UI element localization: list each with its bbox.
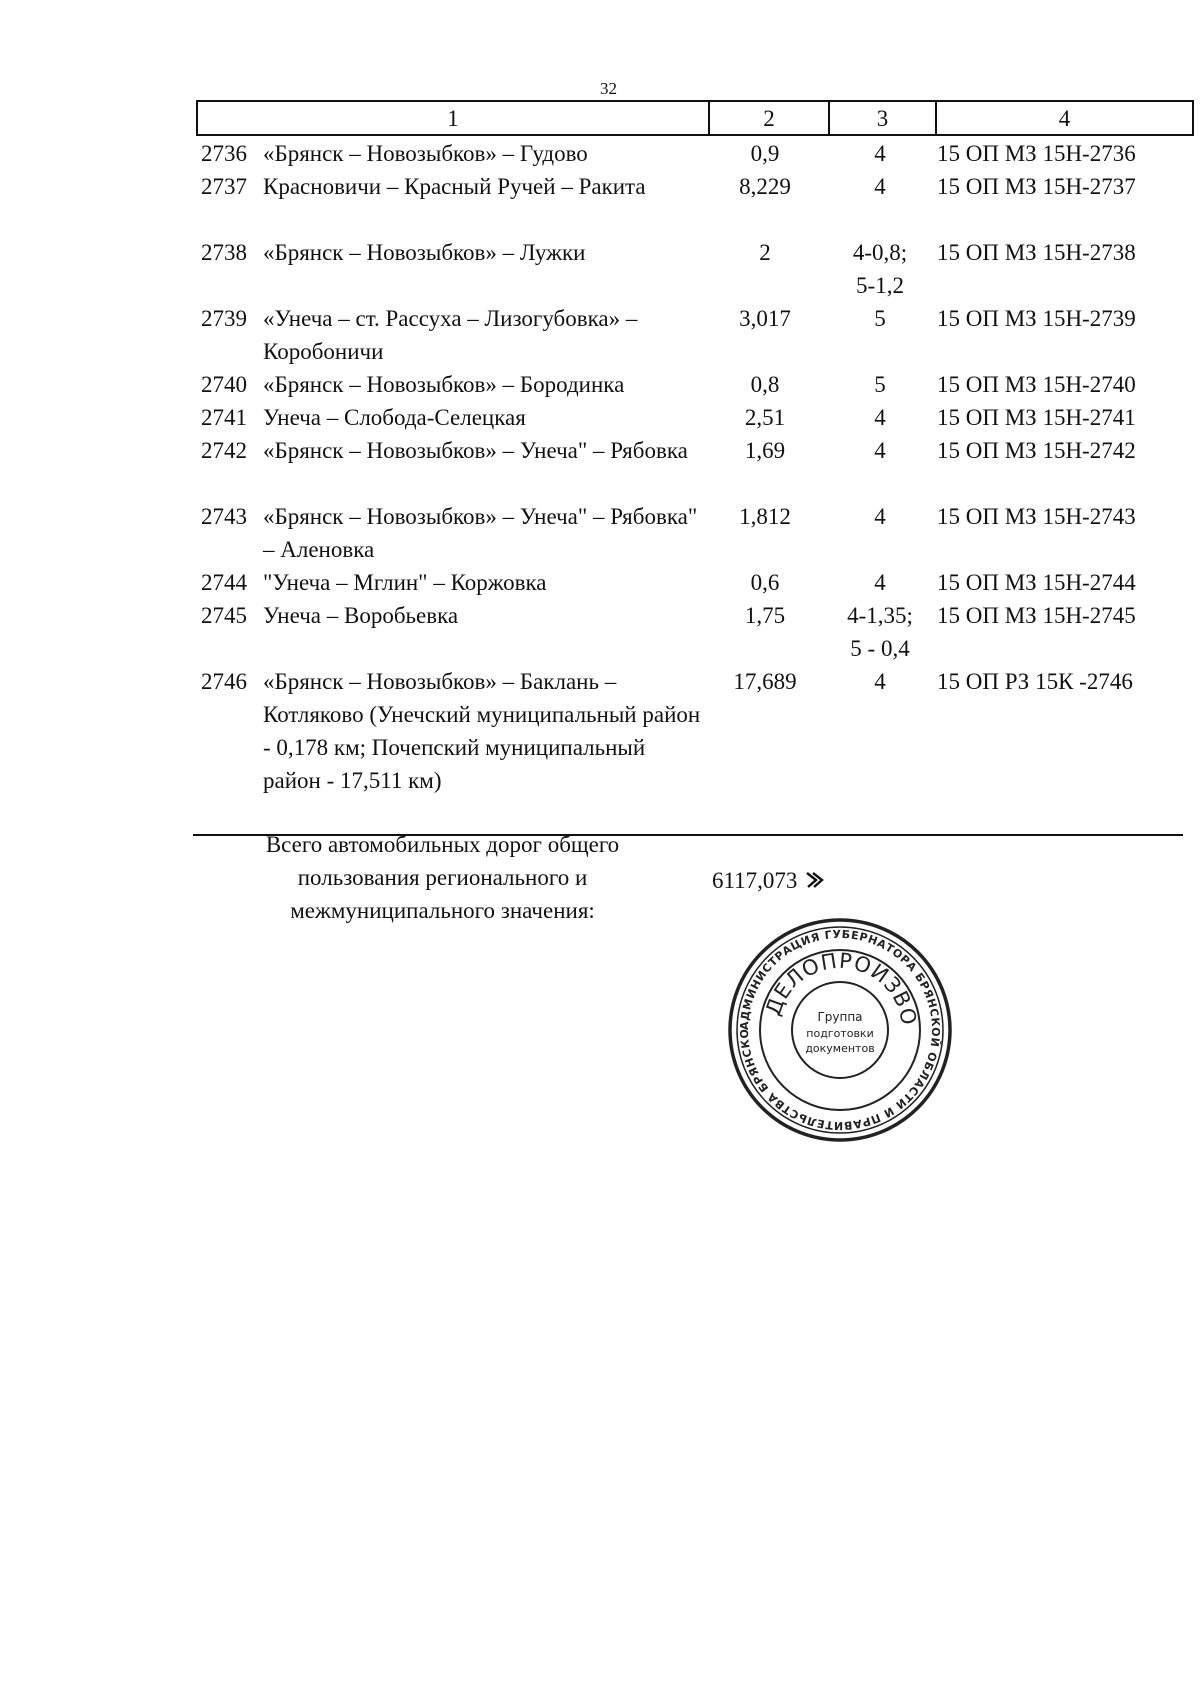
header-col-2: 2: [763, 106, 775, 131]
road-category: [830, 434, 930, 467]
road-name: «Брянск – Новозыбков» – Бородинка: [263, 372, 625, 397]
road-length: 0,6: [750, 570, 780, 595]
road-category-1: 5: [874, 306, 886, 331]
road-length: 8,229: [739, 174, 791, 199]
road-id: 15 ОП МЗ 15Н-2744: [937, 570, 1136, 595]
road-length: 2: [759, 240, 771, 265]
road-category: [830, 500, 930, 533]
road-name: «Брянск – Новозыбков» – Унеча" – Рябовка" – Аленовка: [263, 504, 698, 562]
road-length: 17,689: [733, 669, 797, 694]
road-category-2: 5-1,2: [856, 273, 904, 298]
stamp-center-line-1: Группа: [817, 1010, 863, 1024]
row-number: 2736: [201, 141, 247, 166]
page-number: 32: [600, 79, 617, 98]
road-name: Унеча – Воробьевка: [263, 603, 459, 628]
signature-mark: [805, 870, 827, 890]
road-length: 1,75: [744, 603, 786, 628]
road-id: 15 ОП РЗ 15К -2746: [937, 669, 1133, 694]
official-stamp: [725, 915, 955, 1145]
road-category: [830, 368, 930, 401]
row-number: 2741: [201, 405, 247, 430]
road-name: «Унеча – ст. Рассуха – Лизогубовка» – Коробоничи: [263, 306, 638, 364]
row-number: 2743: [201, 504, 247, 529]
row-number: 2740: [201, 372, 247, 397]
road-category: [830, 401, 930, 434]
road-category-1: 5: [874, 372, 886, 397]
stamp-center-line-3: документов: [805, 1042, 875, 1055]
road-id: 15 ОП МЗ 15Н-2740: [937, 372, 1136, 397]
row-number: 2745: [201, 603, 247, 628]
road-length: 0,9: [750, 141, 780, 166]
row-number: 2746: [201, 669, 247, 694]
total-value: [712, 864, 827, 897]
road-category: [830, 599, 930, 665]
road-id: 15 ОП МЗ 15Н-2742: [937, 438, 1136, 463]
header-col-4: 4: [1058, 106, 1071, 131]
stamp-seal: [725, 915, 955, 1145]
row-number: 2744: [201, 570, 247, 595]
road-category: [830, 566, 930, 599]
road-name: «Брянск – Новозыбков» – Баклань – Котляково (Унечский муниципальный район - 0,178 км; Почепский муниципальный район - 17,511 км): [263, 669, 701, 793]
row-number: 2742: [201, 438, 247, 463]
road-id: 15 ОП МЗ 15Н-2739: [937, 306, 1136, 331]
road-length: 1,812: [739, 504, 791, 529]
road-category-1: 4: [874, 438, 886, 463]
road-length: 1,69: [744, 438, 786, 463]
road-id: 15 ОП МЗ 15Н-2743: [937, 504, 1136, 529]
road-category-1: 4: [874, 405, 886, 430]
header-col-1: 1: [447, 106, 459, 131]
road-category-2: 5 - 0,4: [850, 636, 910, 661]
road-id: 15 ОП МЗ 15Н-2737: [937, 174, 1136, 199]
road-category-1: 4: [874, 504, 886, 529]
road-category-1: 4-0,8;: [852, 240, 908, 265]
total-label: Всего автомобильных дорог общего пользования регионального и межмуниципального значения:: [265, 832, 620, 923]
road-name: «Брянск – Новозыбков» – Унеча" – Рябовка: [263, 438, 688, 463]
road-category-1: 4: [874, 174, 886, 199]
road-category-1: 4: [874, 669, 886, 694]
road-category: [830, 665, 930, 698]
row-number: 2737: [201, 174, 247, 199]
row-number: 2739: [201, 306, 247, 331]
road-name: "Унеча – Мглин" – Коржовка: [263, 570, 547, 595]
road-name: «Брянск – Новозыбков» – Гудово: [263, 141, 588, 166]
stamp-outer-text: АДМИНИСТРАЦИЯ ГУБЕРНАТОРА БРЯНСКОЙ ОБЛАСТИ И ПРАВИТЕЛЬСТВА БРЯНСКО: [737, 927, 943, 1133]
road-length: 0,8: [750, 372, 780, 397]
header-col-3: 3: [876, 106, 889, 131]
road-id: 15 ОП МЗ 15Н-2741: [937, 405, 1136, 430]
road-length: 2,51: [744, 405, 786, 430]
road-name: «Брянск – Новозыбков» – Лужки: [263, 240, 586, 265]
road-category: [830, 137, 930, 170]
row-number: 2738: [201, 240, 247, 265]
road-category-1: 4-1,35;: [847, 603, 913, 628]
road-name: Унеча – Слобода-Селецкая: [263, 405, 526, 430]
stamp-center-line-2: подготовки: [806, 1027, 874, 1040]
road-category: [830, 302, 930, 335]
table-header: [196, 100, 1194, 136]
road-category: [830, 236, 930, 302]
road-length: 3,017: [739, 306, 791, 331]
road-category: [830, 170, 930, 203]
road-name: Красновичи – Красный Ручей – Ракита: [263, 174, 646, 199]
road-id: 15 ОП МЗ 15Н-2738: [937, 240, 1136, 265]
total-value-text: 6117,073: [712, 868, 798, 893]
road-category-1: 4: [874, 141, 886, 166]
road-id: 15 ОП МЗ 15Н-2745: [937, 603, 1136, 628]
road-id: 15 ОП МЗ 15Н-2736: [937, 141, 1136, 166]
stamp-inner-text: ДЕЛОПРОИЗВО: [760, 948, 922, 1028]
road-category-1: 4: [874, 570, 886, 595]
